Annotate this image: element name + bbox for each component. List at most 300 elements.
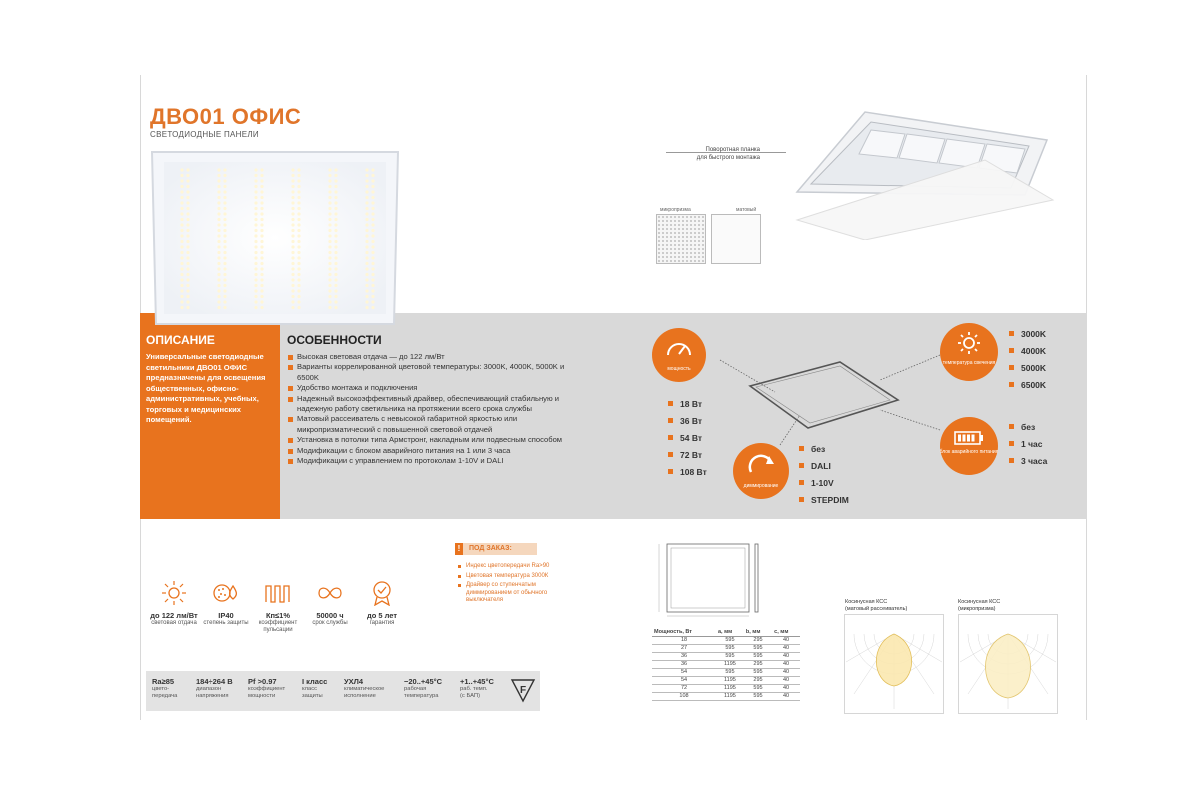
led-dot	[371, 218, 374, 221]
spec-strip	[146, 671, 540, 711]
led-dot	[334, 295, 337, 298]
led-dot	[365, 256, 368, 259]
led-dot	[217, 168, 220, 171]
led-dot	[180, 179, 183, 182]
gauge-icon	[665, 337, 693, 359]
led-dot	[186, 256, 189, 259]
led-dot	[217, 196, 220, 199]
temperature-option: 3000K	[1009, 328, 1046, 345]
led-dot	[223, 207, 226, 210]
led-dot	[186, 262, 189, 265]
led-dot	[223, 300, 226, 303]
spec-cell	[196, 677, 233, 700]
led-dot	[186, 240, 189, 243]
led-dot	[371, 306, 374, 309]
led-dot	[186, 278, 189, 281]
led-dot	[223, 190, 226, 193]
led-dot	[297, 284, 300, 287]
mounting-callout	[676, 147, 760, 162]
led-dot	[223, 240, 226, 243]
led-dot	[365, 284, 368, 287]
led-dot	[180, 207, 183, 210]
led-dot	[186, 212, 189, 215]
led-dot	[260, 185, 263, 188]
led-dot	[223, 196, 226, 199]
led-dot	[180, 234, 183, 237]
led-dot	[180, 300, 183, 303]
led-dot	[180, 196, 183, 199]
led-dot	[371, 284, 374, 287]
led-dot	[328, 179, 331, 182]
product-title: ДВО01 ОФИС	[150, 104, 302, 129]
led-dot	[371, 300, 374, 303]
led-dot	[180, 240, 183, 243]
ripple-value: Кп≤1%	[265, 611, 291, 620]
led-dot	[365, 223, 368, 226]
table-cell: 36	[652, 661, 716, 669]
kss-title-line: Косинусная КСС	[958, 599, 1001, 605]
table-row	[652, 677, 800, 685]
led-dot	[297, 278, 300, 281]
led-dot	[297, 273, 300, 276]
table-cell: 40	[772, 645, 800, 653]
table-cell: 36	[652, 653, 716, 661]
led-dot	[260, 179, 263, 182]
dimming-options	[799, 443, 849, 511]
led-dot	[254, 295, 257, 298]
led-dot	[334, 240, 337, 243]
led-dot	[254, 212, 257, 215]
table-cell: 1195	[716, 693, 744, 701]
temperature-option: 5000K	[1009, 362, 1046, 379]
table-cell: 1195	[716, 661, 744, 669]
led-dot	[254, 273, 257, 276]
description-title: ОПИСАНИЕ	[146, 333, 215, 347]
led-dot	[260, 306, 263, 309]
order-item: Цветовая температура 3000К	[458, 573, 568, 581]
led-dot	[260, 284, 263, 287]
led-dot	[371, 240, 374, 243]
order-header	[455, 543, 537, 555]
led-dot	[186, 300, 189, 303]
led-dot	[334, 201, 337, 204]
led-dot	[180, 289, 183, 292]
led-dot	[217, 284, 220, 287]
led-dot	[328, 251, 331, 254]
dimming-icon	[747, 452, 775, 476]
led-dot	[291, 278, 294, 281]
led-dot	[180, 168, 183, 171]
matte-diffuser-sample	[711, 214, 761, 264]
kss-title-line: Косинусная КСС	[845, 599, 888, 605]
table-cell: 595	[716, 645, 744, 653]
temperature-label: температура свечения	[942, 360, 996, 366]
table-cell: 40	[772, 637, 800, 645]
kss-title-line: (матовый рассеиватель)	[845, 606, 908, 612]
led-dot	[180, 278, 183, 281]
led-dot	[217, 185, 220, 188]
led-dot	[186, 295, 189, 298]
led-dot	[186, 284, 189, 287]
led-dot	[260, 168, 263, 171]
dimensions-drawing	[655, 538, 765, 618]
led-dot	[365, 306, 368, 309]
led-dot	[260, 273, 263, 276]
temperature-option: 4000K	[1009, 345, 1046, 362]
led-dot	[334, 284, 337, 287]
led-dot	[328, 245, 331, 248]
spec-desc: рабочая	[404, 686, 427, 692]
led-dot	[186, 273, 189, 276]
led-dot	[217, 201, 220, 204]
led-dot	[223, 273, 226, 276]
led-dot	[291, 284, 294, 287]
led-dot	[180, 185, 183, 188]
led-dot	[186, 245, 189, 248]
led-dot	[260, 218, 263, 221]
mounting-label-line2: для быстрого монтажа	[696, 154, 760, 161]
led-dot	[291, 174, 294, 177]
prism-diffuser-sample	[656, 214, 706, 264]
medal-icon	[368, 580, 396, 606]
led-dot	[254, 284, 257, 287]
led-dot	[254, 251, 257, 254]
led-dot	[217, 234, 220, 237]
led-dot	[365, 273, 368, 276]
feature-item: Модификации с блоком аварийного питания на 1 или 3 часа	[287, 446, 577, 456]
led-dot	[334, 262, 337, 265]
led-dot	[254, 267, 257, 270]
efficacy-cell	[148, 580, 200, 627]
table-row	[652, 685, 800, 693]
led-dot	[365, 212, 368, 215]
power-option: 54 Вт	[668, 432, 707, 449]
led-dot	[254, 306, 257, 309]
led-dot	[334, 212, 337, 215]
spec-desc: передача	[152, 693, 178, 699]
led-dot	[217, 190, 220, 193]
led-dot	[217, 267, 220, 270]
temperature-badge	[940, 323, 998, 381]
led-dot	[328, 223, 331, 226]
led-dot	[365, 262, 368, 265]
led-dot	[260, 278, 263, 281]
led-dot	[254, 234, 257, 237]
led-dot	[365, 179, 368, 182]
led-dot	[334, 179, 337, 182]
feature-item: Матовый рассеиватель с невысокой габаритной яркостью или микропризматический с повышенной световой отдачей	[287, 414, 577, 435]
table-cell: 18	[652, 637, 716, 645]
led-dot	[291, 300, 294, 303]
table-cell: 595	[744, 693, 772, 701]
led-dot	[254, 196, 257, 199]
led-dot	[291, 196, 294, 199]
ip-desc: степень защиты	[203, 620, 249, 626]
led-dot	[254, 240, 257, 243]
led-dot	[180, 245, 183, 248]
led-dot	[254, 300, 257, 303]
spec-desc: исполнение	[344, 693, 376, 699]
led-dot	[371, 278, 374, 281]
led-dot	[223, 223, 226, 226]
led-dot	[334, 223, 337, 226]
led-dot	[217, 245, 220, 248]
led-dot	[328, 185, 331, 188]
efficacy-desc: световая отдача	[151, 620, 197, 626]
led-dot	[217, 218, 220, 221]
spec-cell	[248, 677, 285, 700]
led-dot	[328, 190, 331, 193]
led-dot	[223, 278, 226, 281]
kss-matte-diagram	[844, 614, 944, 714]
led-dot	[254, 229, 257, 232]
table-cell: 595	[744, 685, 772, 693]
spec-value: I класс	[302, 677, 328, 686]
led-dot	[223, 306, 226, 309]
warranty-value: до 5 лет	[366, 611, 398, 620]
led-dot	[254, 218, 257, 221]
table-cell: 595	[744, 653, 772, 661]
mounting-illustration	[785, 100, 1055, 240]
svg-text:F: F	[520, 685, 527, 696]
led-dot	[365, 245, 368, 248]
led-dot	[365, 240, 368, 243]
led-dot	[223, 295, 226, 298]
led-dot	[217, 262, 220, 265]
spec-cell	[152, 677, 177, 700]
led-dot	[291, 267, 294, 270]
led-dot	[260, 174, 263, 177]
led-dot	[254, 256, 257, 259]
led-dot	[297, 234, 300, 237]
led-dot	[180, 251, 183, 254]
led-dot	[186, 174, 189, 177]
led-dot	[291, 207, 294, 210]
ip-cell	[200, 580, 252, 627]
led-dot	[291, 201, 294, 204]
table-cell: 595	[744, 645, 772, 653]
led-dot	[297, 168, 300, 171]
led-dot	[217, 207, 220, 210]
table-row	[652, 661, 800, 669]
spec-desc: напряжения	[196, 693, 229, 699]
led-dot	[186, 306, 189, 309]
led-dot	[260, 234, 263, 237]
led-dot	[186, 223, 189, 226]
spec-desc: (с БАП)	[460, 693, 481, 699]
led-dot	[291, 168, 294, 171]
led-dot	[217, 278, 220, 281]
led-dot	[180, 273, 183, 276]
led-dot	[328, 300, 331, 303]
power-badge	[652, 328, 706, 382]
led-dot	[291, 234, 294, 237]
led-dot	[254, 185, 257, 188]
led-dot	[297, 223, 300, 226]
led-dot	[297, 185, 300, 188]
table-cell: 40	[772, 685, 800, 693]
led-dot	[186, 289, 189, 292]
led-dot	[297, 179, 300, 182]
led-dot	[186, 190, 189, 193]
led-dot	[334, 174, 337, 177]
led-dot	[371, 262, 374, 265]
led-dot	[365, 278, 368, 281]
ip-value: IP40	[218, 611, 234, 620]
emergency-option: 1 час	[1009, 438, 1047, 455]
feature-item: Установка в потолки типа Армстронг, накладным или подвесным способом	[287, 435, 577, 445]
led-dot	[217, 223, 220, 226]
led-dot	[223, 251, 226, 254]
led-dot	[291, 179, 294, 182]
feature-item: Удобство монтажа и подключения	[287, 383, 577, 393]
led-dot	[334, 234, 337, 237]
table-cell: 54	[652, 669, 716, 677]
led-dot	[180, 267, 183, 270]
led-dot	[223, 256, 226, 259]
led-dot	[254, 179, 257, 182]
led-dot	[180, 256, 183, 259]
led-dot	[297, 306, 300, 309]
led-dot	[260, 223, 263, 226]
spec-value: Pf >0.97	[248, 677, 277, 686]
led-dot	[291, 289, 294, 292]
power-option: 18 Вт	[668, 398, 707, 415]
led-dot	[371, 267, 374, 270]
led-dot	[371, 256, 374, 259]
led-dot	[334, 168, 337, 171]
led-dot	[291, 251, 294, 254]
led-dot	[260, 267, 263, 270]
led-dot	[328, 262, 331, 265]
led-dot	[254, 174, 257, 177]
led-dot	[254, 289, 257, 292]
dimensions-table	[652, 628, 800, 701]
power-option: 72 Вт	[668, 449, 707, 466]
led-dot	[365, 300, 368, 303]
led-dot	[328, 229, 331, 232]
led-dot	[328, 218, 331, 221]
led-dot	[328, 256, 331, 259]
diffuser-matte-label: матовый	[736, 207, 757, 213]
led-dot	[186, 196, 189, 199]
power-label: мощность	[667, 366, 691, 372]
led-dot	[260, 300, 263, 303]
led-dot	[365, 267, 368, 270]
led-dot	[254, 207, 257, 210]
led-dot	[334, 218, 337, 221]
lifetime-cell	[304, 580, 356, 627]
led-dot	[291, 229, 294, 232]
led-dot	[291, 240, 294, 243]
table-cell: 595	[716, 637, 744, 645]
led-dot	[328, 168, 331, 171]
led-dot	[297, 201, 300, 204]
spec-desc: климатическое	[344, 686, 385, 692]
table-row	[652, 653, 800, 661]
pulse-icon	[264, 580, 292, 606]
dimming-option: без	[799, 443, 849, 460]
led-dot	[328, 174, 331, 177]
table-cell: 595	[716, 653, 744, 661]
led-dot	[371, 229, 374, 232]
led-dot	[291, 262, 294, 265]
led-dot	[260, 196, 263, 199]
led-dot	[371, 223, 374, 226]
led-dot	[180, 212, 183, 215]
spec-desc: мощности	[248, 693, 276, 699]
table-row	[652, 669, 800, 677]
led-dot	[180, 201, 183, 204]
table-cell: 40	[772, 677, 800, 685]
dimming-badge	[733, 443, 789, 499]
led-dot	[217, 295, 220, 298]
led-dot	[297, 212, 300, 215]
led-dot	[217, 289, 220, 292]
led-dot	[254, 278, 257, 281]
order-list	[458, 563, 568, 607]
led-dot	[254, 190, 257, 193]
spec-desc: коэффициент	[248, 686, 286, 692]
led-dot	[365, 168, 368, 171]
power-option: 36 Вт	[668, 415, 707, 432]
led-dot	[334, 251, 337, 254]
table-cell: 295	[744, 677, 772, 685]
lifetime-desc: срок службы	[312, 620, 348, 626]
table-cell: 1195	[716, 685, 744, 693]
led-dot	[223, 234, 226, 237]
led-dot	[260, 289, 263, 292]
f-mark-icon	[510, 677, 536, 703]
led-dot	[334, 273, 337, 276]
led-dot	[186, 234, 189, 237]
led-dot	[291, 190, 294, 193]
table-cell: 54	[652, 677, 716, 685]
led-dot	[365, 196, 368, 199]
led-dot	[223, 185, 226, 188]
dimming-option: DALI	[799, 460, 849, 477]
led-dot	[371, 251, 374, 254]
led-dot	[371, 168, 374, 171]
warranty-cell	[356, 580, 408, 627]
kss-prism-diagram	[958, 614, 1058, 714]
led-dot	[297, 190, 300, 193]
led-dot	[186, 201, 189, 204]
spec-desc: диапазон	[196, 686, 222, 692]
led-dot	[365, 190, 368, 193]
led-dot	[217, 229, 220, 232]
led-dot	[217, 300, 220, 303]
led-dot	[334, 207, 337, 210]
led-dot	[371, 179, 374, 182]
led-dot	[365, 295, 368, 298]
led-dot	[297, 218, 300, 221]
table-row	[652, 693, 800, 701]
emergency-option: без	[1009, 421, 1047, 438]
led-dot	[297, 229, 300, 232]
led-dot	[291, 223, 294, 226]
table-cell: 40	[772, 661, 800, 669]
product-subtitle: СВЕТОДИОДНЫЕ ПАНЕЛИ	[150, 130, 259, 139]
spec-desc: температура	[404, 693, 439, 699]
led-dot	[186, 207, 189, 210]
led-dot	[223, 201, 226, 204]
led-dot	[291, 306, 294, 309]
led-dot	[334, 256, 337, 259]
led-dot	[328, 234, 331, 237]
lifetime-value: 50000 ч	[316, 611, 344, 620]
led-dot	[334, 196, 337, 199]
